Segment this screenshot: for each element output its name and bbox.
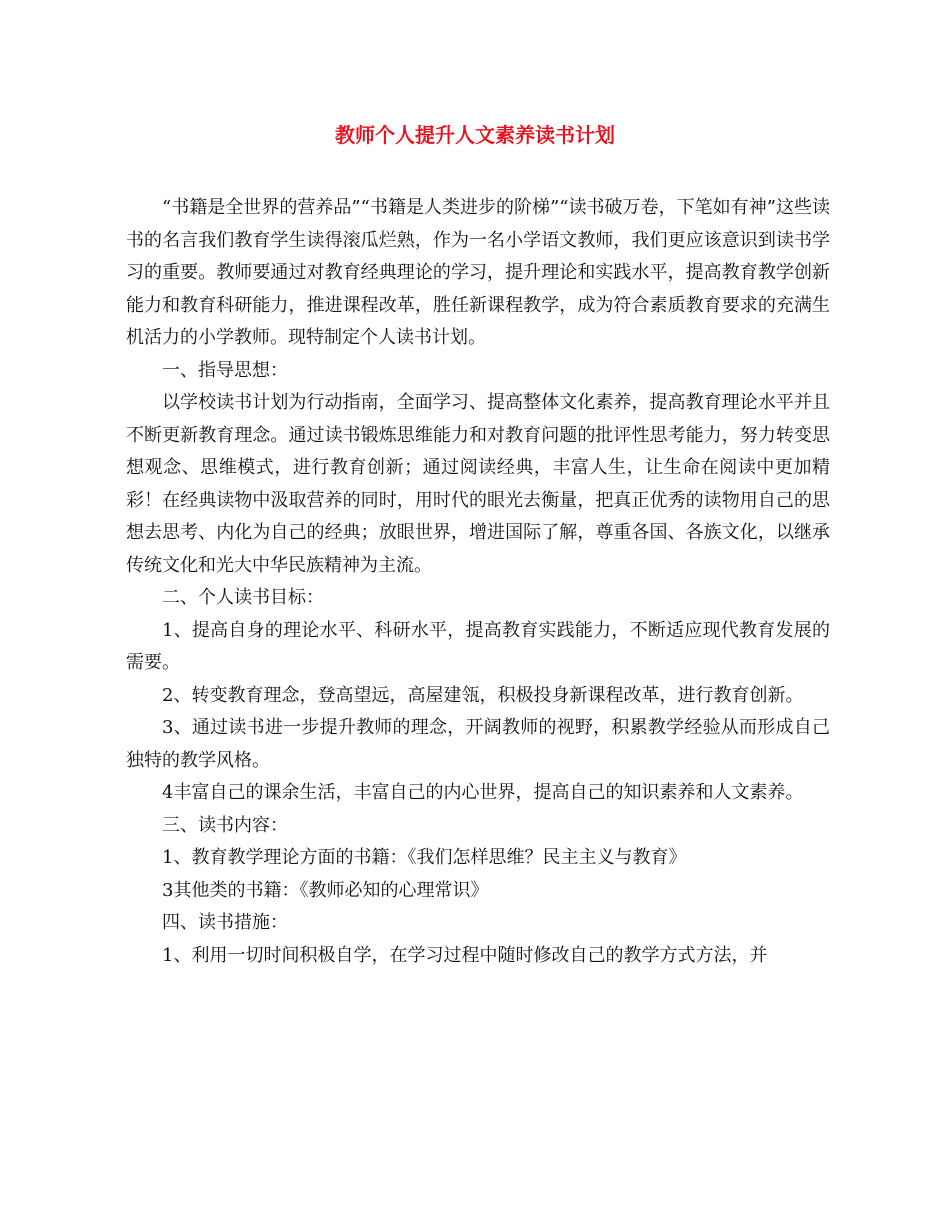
paragraph-intro: “书籍是全世界的营养品”“书籍是人类进步的阶梯”“读书破万卷，下笔如有神”这些读书的名言我们教育学生读得滚瓜烂熟，作为一名小学语文教师，我们更应该意识到读书学习的重要。教师要通过对教育经典理论的学习，提升理论和实践水平，提高教育教学创新能力和教育科研能力，推进课程改革，胜任新课程教学，成为符合素质教育要求的充满生机活力的小学教师。现特制定个人读书计划。 — [126, 197, 830, 348]
heading-reading-goals: 二、个人读书目标： — [162, 587, 324, 608]
paragraph-goal-2: 2、转变教育理念，登高望远，高屋建瓴，积极投身新课程改革，进行教育创新。 — [162, 684, 804, 706]
heading-reading-measures: 四、读书措施： — [162, 912, 288, 933]
document-title: 教师个人提升人文素养读书计划 — [335, 123, 615, 147]
paragraph-measure-1: 1、利用一切时间积极自学，在学习过程中随时修改自己的教学方式方法，并 — [162, 944, 768, 966]
paragraph-goal-1: 1、提高自身的理论水平、科研水平，提高教育实践能力，不断适应现代教育发展的需要。 — [126, 619, 830, 673]
heading-guiding-ideas: 一、指导思想： — [162, 359, 288, 381]
heading-reading-content: 三、读书内容： — [162, 814, 288, 836]
paragraph-content-1: 1、教育教学理论方面的书籍：《我们怎样思维？民主主义与教育》 — [162, 847, 687, 868]
document-body — [126, 192, 830, 972]
paragraph-content-3: 3其他类的书籍：《教师必知的心理常识》 — [162, 879, 489, 901]
paragraph-goal-4: 4丰富自己的课余生活，丰富自己的内心世界，提高自己的知识素养和人文素养。 — [162, 782, 804, 803]
paragraph-goal-3: 3、通过读书进一步提升教师的理念，开阔教师的视野，积累教学经验从而形成自己独特的教学风格。 — [126, 717, 830, 771]
paragraph-guiding-ideas: 以学校读书计划为行动指南，全面学习、提高整体文化素养，提高教育理论水平并且不断更新教育理念。通过读书锻炼思维能力和对教育问题的批评性思考能力，努力转变思想观念、思维模式，进行教育创新；通过阅读经典，丰富人生，让生命在阅读中更加精彩！在经典读物中汲取营养的同时，用时代的眼光去衡量，把真正优秀的读物用自己的思想去思考、内化为自己的经典；放眼世界，增进国际了解，尊重各国、各族文化，以继承传统文化和光大中华民族精神为主流。 — [126, 392, 830, 576]
